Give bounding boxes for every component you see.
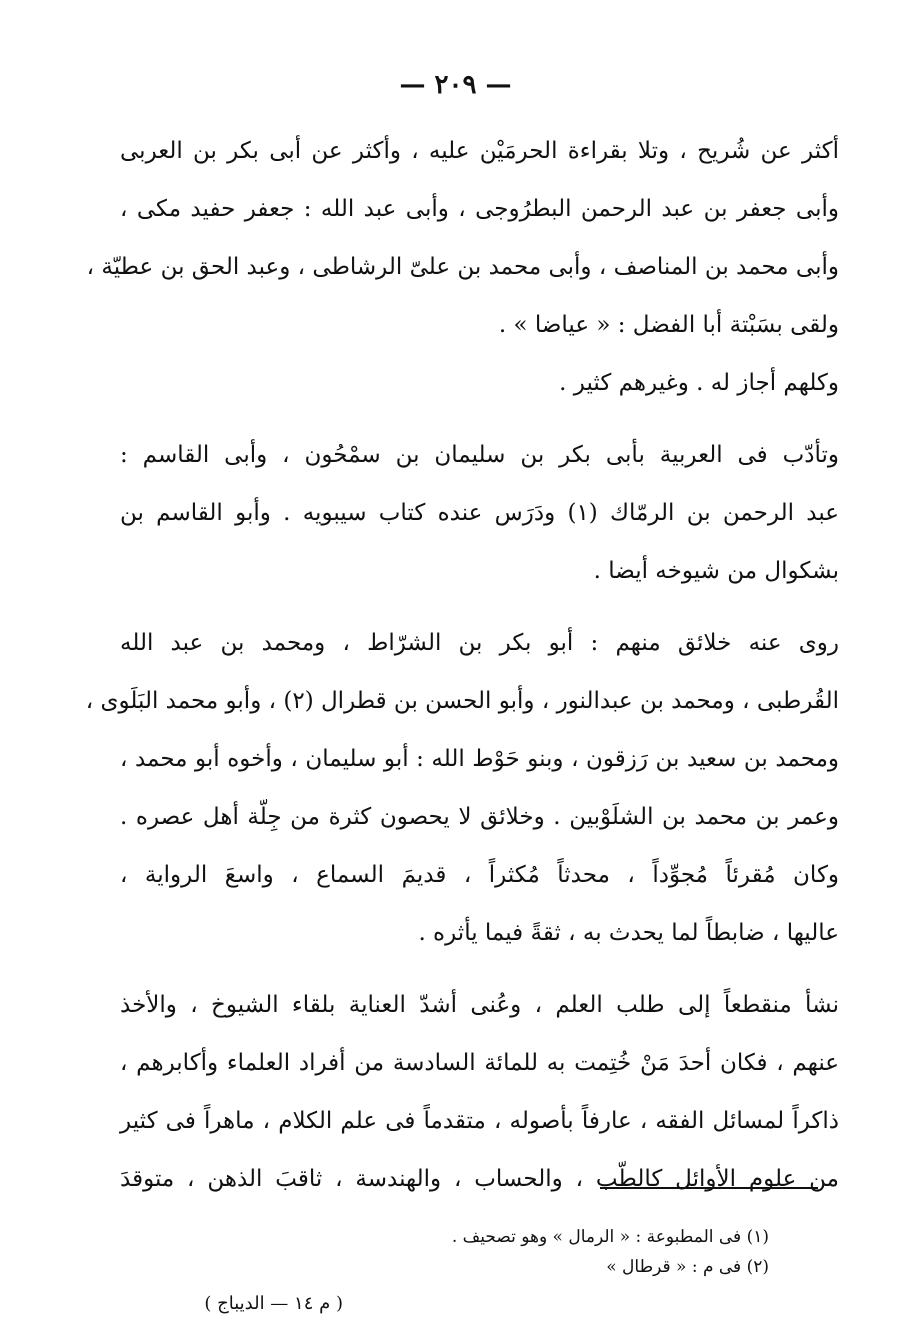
text-line: وتأدّب فى العربية بأبى بكر بن سليمان بن سمْحُون ، وأبى القاسم :	[120, 442, 839, 468]
footnotes	[300, 1222, 769, 1282]
paragraph-gap	[120, 600, 839, 614]
signature-mark: ( م ١٤ — الديباج )	[204, 1293, 343, 1314]
page-number: — ٢٠٩ —	[399, 70, 512, 100]
text-line: وأبى محمد بن المناصف ، وأبى محمد بن علىّ الرشاطى ، وعبد الحق بن عطيّة ،	[86, 254, 839, 280]
text-line: بشكوال من شيوخه أيضا .	[593, 558, 839, 584]
body-text	[85, 122, 839, 1208]
text-line: عاليها ، ضابطاً لما يحدث به ، ثقةً فيما يأثره .	[418, 920, 839, 946]
text-line: ذاكراً لمسائل الفقه ، عارفاً بأصوله ، متقدماً فى علم الكلام ، ماهراً فى كثير	[120, 1108, 839, 1134]
text-line: أكثر عن شُريح ، وتلا بقراءة الحرمَيْن عليه ، وأكثر عن أبى بكر بن العربى	[120, 138, 839, 164]
paragraph-gap	[120, 412, 839, 426]
text-line: عبد الرحمن بن الرمّاك (١) ودَرَس عنده كتاب سيبويه . وأبو القاسم بن	[120, 500, 839, 526]
footnote: (٢) فى م : « قرطال »	[606, 1257, 769, 1277]
text-line: القُرطبى ، ومحمد بن عبدالنور ، وأبو الحسن بن قطرال (٢) ، وأبو محمد البَلَوى ،	[85, 688, 839, 714]
text-line: روى عنه خلائق منهم : أبو بكر بن الشرّاط ، ومحمد بن عبد الله	[120, 630, 839, 656]
footnote: (١) فى المطبوعة : « الرمال » وهو تصحيف .	[451, 1227, 769, 1247]
text-line: وعمر بن محمد بن الشلَوْبين . وخلائق لا يحصون كثرة من جِلّة أهل عصره .	[120, 804, 839, 830]
text-line: نشأ منقطعاً إلى طلب العلم ، وعُنى أشدّ العناية بلقاء الشيوخ ، والأخذ	[120, 992, 839, 1018]
text-line: عنهم ، فكان أحدَ مَنْ خُتِمت به للمائة السادسة من أفراد العلماء وأكابرهم ،	[120, 1050, 839, 1076]
text-line: من علوم الأوائل كالطّب ، والحساب ، والهندسة ، ثاقبَ الذهن ، متوقدَ	[120, 1166, 839, 1192]
text-line: وكان مُقرئاً مُجوِّداً ، محدثاً مُكثراً ، قديمَ السماع ، واسعَ الرواية ،	[120, 862, 839, 888]
text-line: ومحمد بن سعيد بن رَزقون ، وبنو حَوْط الله : أبو سليمان ، وأخوه أبو محمد ،	[120, 746, 839, 772]
text-line: ولقى بسَبْتة أبا الفضل : « عياضا » .	[498, 312, 839, 338]
footnote-divider	[600, 1187, 818, 1189]
text-line: وكلهم أجاز له . وغيرهم كثير .	[559, 370, 839, 396]
text-line: وأبى جعفر بن عبد الرحمن البطرُوجى ، وأبى عبد الله : جعفر حفيد مكى ،	[120, 196, 839, 222]
paragraph-gap	[120, 962, 839, 976]
